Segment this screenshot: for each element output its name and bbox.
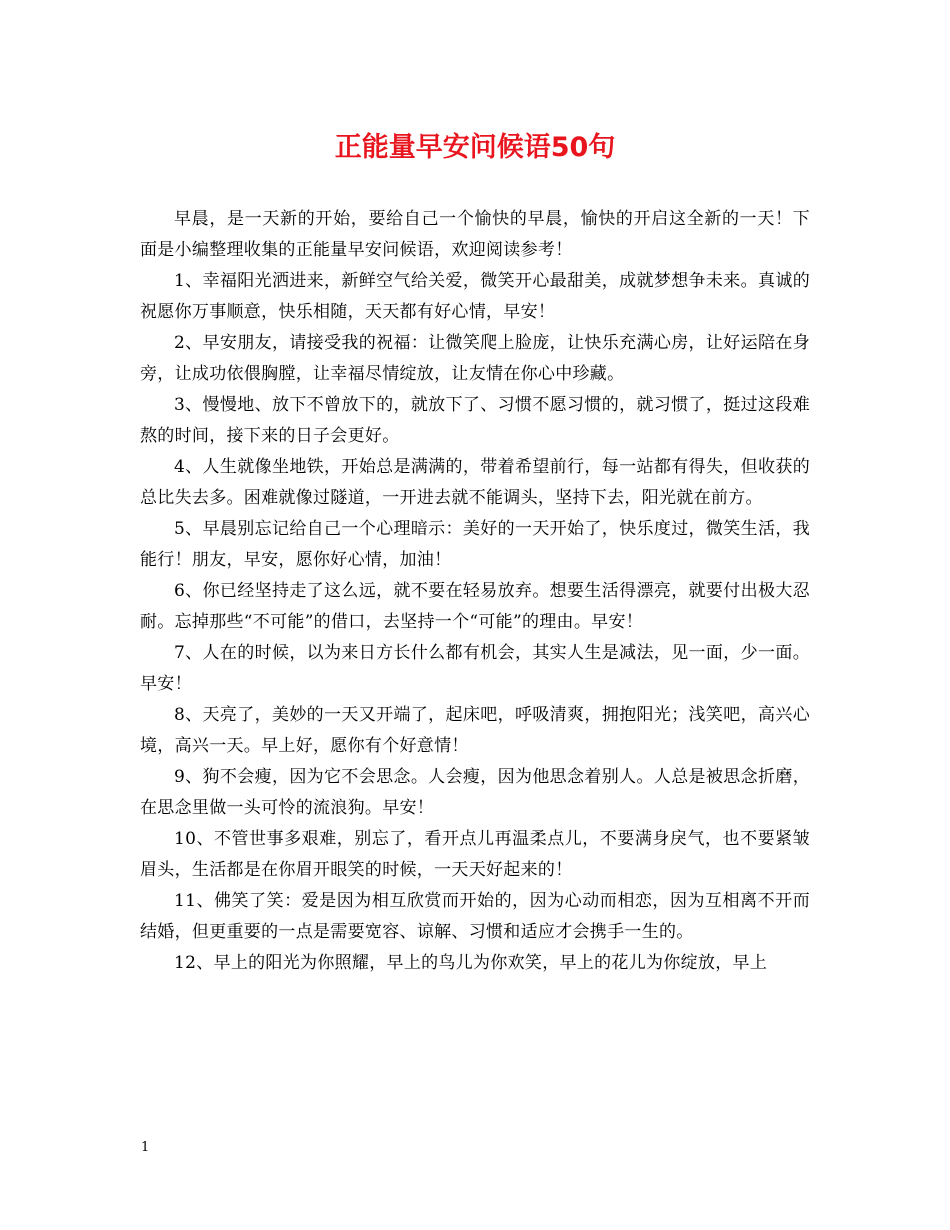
paragraph-item-10: 10、不管世事多艰难，别忘了，看开点儿再温柔点儿，不要满身戾气，也不要紧皱眉头，生活都是在你眉开眼笑的时候，一天天好起来的！ (140, 829, 810, 880)
page-title: 正能量早安问候语50句 (334, 132, 616, 163)
paragraph-item-3: 3、慢慢地、放下不曾放下的，就放下了、习惯不愿习惯的，就习惯了，挺过这段难熬的时间，接下来的日子会更好。 (140, 395, 810, 446)
paragraph-item-5: 5、早晨别忘记给自己一个心理暗示：美好的一天开始了，快乐度过，微笑生活，我能行！朋友，早安，愿你好心情，加油！ (140, 519, 810, 570)
paragraph-item-11: 11、佛笑了笑：爱是因为相互欣赏而开始的，因为心动而相恋，因为互相离不开而结婚，但更重要的一点是需要宽容、谅解、习惯和适应才会携手一生的。 (140, 891, 810, 942)
paragraph-item-9: 9、狗不会瘦，因为它不会思念。人会瘦，因为他思念着别人。人总是被思念折磨，在思念里做一头可怜的流浪狗。早安！ (140, 767, 810, 818)
page-number: 1 (141, 1140, 150, 1155)
article-body (140, 204, 810, 979)
paragraph-intro: 早晨，是一天新的开始，要给自己一个愉快的早晨，愉快的开启这全新的一天！下面是小编整理收集的正能量早安问候语，欢迎阅读参考！ (140, 209, 810, 260)
paragraph-item-4: 4、人生就像坐地铁，开始总是满满的，带着希望前行，每一站都有得失，但收获的总比失去多。困难就像过隧道，一开进去就不能调头，坚持下去，阳光就在前方。 (140, 457, 810, 508)
paragraph-item-7: 7、人在的时候，以为来日方长什么都有机会，其实人生是减法，见一面，少一面。早安！ (140, 643, 810, 694)
paragraph-item-1: 1、幸福阳光洒进来，新鲜空气给关爱，微笑开心最甜美，成就梦想争未来。真诚的祝愿你万事顺意，快乐相随，天天都有好心情，早安！ (140, 271, 810, 322)
paragraph-item-8: 8、天亮了，美妙的一天又开端了，起床吧，呼吸清爽，拥抱阳光；浅笑吧，高兴心境，高兴一天。早上好，愿你有个好意情！ (140, 705, 810, 756)
paragraph-item-6: 6、你已经坚持走了这么远，就不要在轻易放弃。想要生活得漂亮，就要付出极大忍耐。忘掉那些“不可能”的借口，去坚持一个“可能”的理由。早安！ (140, 581, 810, 632)
paragraph-item-12: 12、早上的阳光为你照耀，早上的鸟儿为你欢笑，早上的花儿为你绽放，早上 (174, 953, 768, 973)
paragraph-item-2: 2、早安朋友，请接受我的祝福：让微笑爬上脸庞，让快乐充满心房，让好运陪在身旁，让成功依偎胸膛，让幸福尽情绽放，让友情在你心中珍藏。 (140, 333, 810, 384)
